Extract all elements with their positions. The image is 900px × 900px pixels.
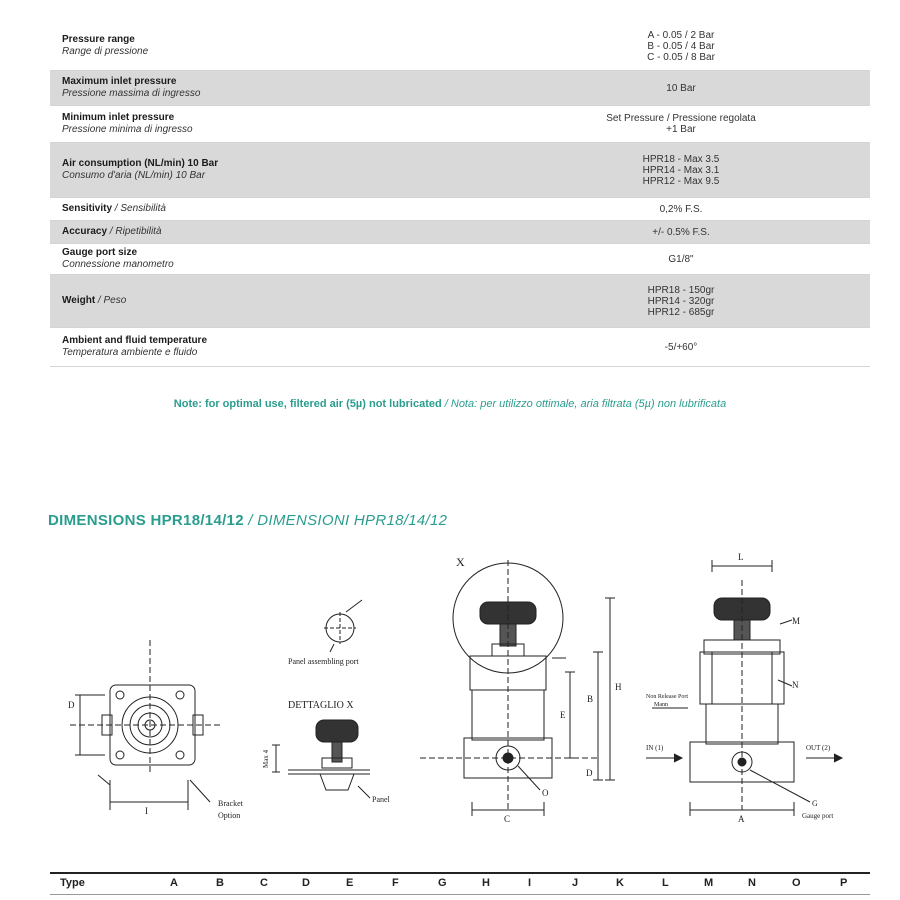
spec-label-it: Sensibilità [120,203,166,214]
dimension-column-header: G [438,877,447,889]
spec-value-line: -5/+60° [664,341,698,353]
spec-value [492,285,870,318]
dimension-column-header: K [616,877,624,889]
dimensions-title-sep: / [243,512,258,529]
spec-value-line: HPR18 - 150gr [647,284,715,296]
label-panel-hole: Panel assembling port [288,657,359,666]
spec-row [50,106,870,143]
label-bracket: Bracket [218,799,243,808]
spec-label-en: Maximum inlet pressure [62,76,177,87]
spec-value [492,342,870,353]
label-relief: Non Release Port [646,694,688,700]
spec-value-line: G1/8" [668,253,694,265]
spec-value [492,30,870,63]
label-option: Option [218,811,241,820]
spec-value [492,254,870,265]
spec-label [50,76,492,100]
spec-value-line: 10 Bar [666,82,696,94]
dimensions-title-it: DIMENSIONI HPR18/14/12 [257,512,448,529]
spec-label-it: Pressione massima di ingresso [62,88,201,99]
spec-label-sep: / [107,226,116,237]
spec-row [50,143,870,198]
section-view-drawing [646,560,842,816]
dimension-column-header: P [840,877,848,889]
spec-value [492,83,870,94]
detail-x-drawing [272,720,370,798]
label-detail-x: DETTAGLIO X [288,700,354,711]
spec-label-it: Pressione minima di ingresso [62,124,193,135]
spec-table [50,22,870,367]
spec-value [492,113,870,135]
dimension-column-header: I [528,877,532,889]
dimension-column-header: C [260,877,268,889]
spec-label-en: Air consumption (NL/min) 10 Bar [62,158,219,169]
spec-value-line: HPR14 - 320gr [647,295,715,307]
label-max: Max 4 [262,749,270,768]
spec-value-line: C - 0.05 / 8 Bar [647,51,715,63]
spec-value-line: A - 0.05 / 2 Bar [647,29,715,41]
spec-row [50,221,870,244]
spec-label [50,335,492,359]
label-h: H [615,682,622,692]
spec-value [492,227,870,238]
spec-value-line: HPR18 - Max 3.5 [642,153,720,165]
technical-drawings [40,540,860,840]
dimension-column-header: N [748,877,756,889]
spec-row [50,328,870,367]
spec-label [50,112,492,136]
label-panel: Panel [372,795,390,804]
label-i: I [145,806,148,816]
note-english: Note: for optimal use, filtered air (5µ) not lubricated [173,398,442,410]
label-d-mid: D [586,768,593,778]
label-o: O [542,788,549,798]
label-b: B [587,694,594,704]
spec-label-en: Minimum inlet pressure [62,112,175,123]
spec-value-line: HPR12 - Max 9.5 [642,175,720,187]
front-view-drawing [70,640,220,810]
dimensions-title-en: DIMENSIONS HPR18/14/12 [48,512,244,529]
spec-row [50,275,870,328]
spec-label-en: Accuracy [62,226,108,237]
dimension-column-header: J [572,877,579,889]
label-c: C [504,814,511,824]
label-gauge-port: Gauge port [802,812,834,820]
spec-value [492,204,870,215]
spec-value-line: HPR14 - Max 3.1 [642,164,720,176]
dimension-column-header: O [792,877,801,889]
dimension-column-header: A [170,877,178,889]
label-x: X [456,555,465,569]
label-n: N [792,680,799,690]
type-column-header: Type [60,877,85,889]
spec-row [50,22,870,71]
label-m: M [792,616,801,626]
dimension-column-header: E [346,877,354,889]
dimensions-title [48,512,447,529]
label-out: OUT (2) [806,744,831,752]
spec-value-line: Set Pressure / Pressione regolata [606,113,756,124]
label-d-left: D [68,700,75,710]
spec-label [50,226,492,238]
label-relief2: Mann [654,702,668,708]
spec-value [492,154,870,187]
spec-label-en: Pressure range [62,34,135,45]
note-separator: / [441,398,451,410]
spec-row [50,198,870,221]
spec-label-it: Consumo d'aria (NL/min) 10 Bar [62,170,206,181]
spec-row [50,71,870,106]
spec-value-line: HPR12 - 685gr [647,306,715,318]
label-e: E [560,710,566,720]
dimension-column-header: H [482,877,490,889]
panel-hole-drawing [324,600,362,652]
spec-label [50,203,492,215]
spec-label-en: Ambient and fluid temperature [62,335,208,346]
spec-label-sep: / [112,203,121,214]
dimension-column-header: L [662,877,669,889]
spec-label-sep: / [95,295,104,306]
spec-label-it: Peso [103,295,127,306]
label-in: IN (1) [646,744,664,752]
dimension-column-header: D [302,877,310,889]
label-a: A [738,814,745,824]
spec-label [50,34,492,58]
dimension-column-header: B [216,877,224,889]
spec-label [50,158,492,182]
spec-label-it: Connessione manometro [62,259,174,270]
spec-value-line: +/- 0.5% F.S. [652,226,710,238]
spec-label-en: Weight [62,295,96,306]
spec-label-it: Range di pressione [62,46,149,57]
spec-row [50,244,870,275]
label-l: L [738,552,744,562]
spec-label [50,295,492,307]
note-italian: Nota: per utilizzo ottimale, aria filtrata (5µ) non lubrificata [450,398,727,410]
usage-note [0,398,900,410]
spec-label-it: Temperatura ambiente e fluido [62,347,198,358]
dimension-column-header: F [392,877,399,889]
spec-value-line: 0,2% F.S. [659,203,703,215]
dimension-column-header: M [704,877,714,889]
spec-label-en: Sensitivity [62,203,113,214]
spec-label-it: Ripetibilità [115,226,162,237]
spec-value-line: B - 0.05 / 4 Bar [647,40,715,52]
spec-label [50,247,492,271]
spec-value-line: +1 Bar [666,124,696,135]
spec-label-en: Gauge port size [62,247,138,258]
dimensions-type-row [50,872,870,895]
label-g: G [812,799,818,808]
